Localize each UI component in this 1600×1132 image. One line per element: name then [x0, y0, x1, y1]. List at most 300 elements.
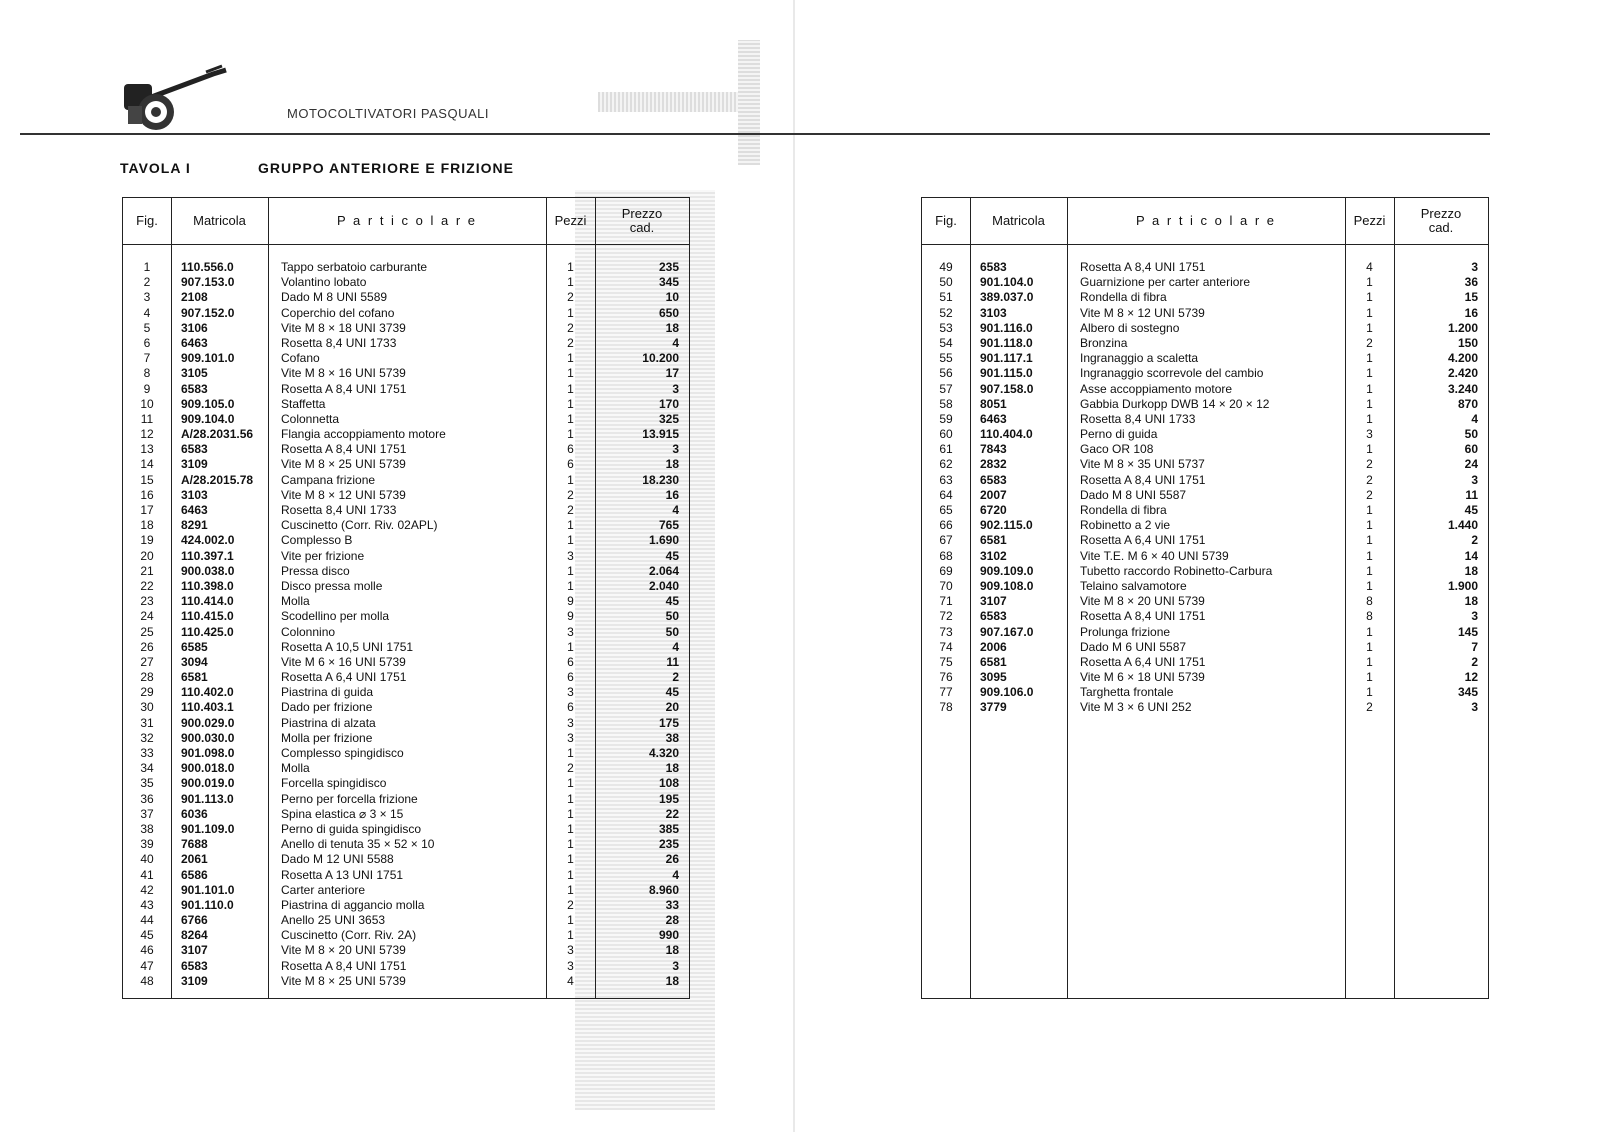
cell-pezzi: 1 — [567, 533, 574, 548]
cell-fig: 14 — [140, 457, 154, 472]
cell-pezzi: 1 — [1366, 305, 1373, 320]
watermark-stroke — [738, 40, 760, 165]
table-row — [123, 868, 689, 883]
cell-prezzo: 2 — [1471, 533, 1478, 548]
table-row — [123, 351, 689, 366]
cell-prezzo: 3 — [1471, 609, 1478, 624]
table-row — [123, 640, 689, 655]
cell-particolare: Rosetta A 8,4 UNI 1751 — [1080, 609, 1206, 624]
cell-prezzo: 2.064 — [648, 563, 679, 578]
table-row — [123, 290, 689, 305]
header-prezzo-line2: cad. — [1428, 220, 1454, 235]
cell-fig: 53 — [939, 320, 953, 335]
header-particolare: P a r t i c o l a r e — [336, 213, 478, 228]
cell-prezzo: 16 — [1464, 305, 1478, 320]
cell-prezzo: 18.230 — [642, 472, 679, 487]
cell-pezzi: 1 — [1366, 290, 1373, 305]
table-row — [123, 928, 689, 943]
cell-matricola: A/28.2031.56 — [181, 427, 254, 442]
cell-matricola: 2006 — [980, 639, 1007, 654]
cell-matricola: 900.019.0 — [181, 776, 235, 791]
table-row — [123, 366, 689, 381]
table-row — [922, 564, 1488, 579]
cell-particolare: Molla — [281, 594, 310, 609]
cell-particolare: Tubetto raccordo Robinetto-Carbura — [1080, 563, 1273, 578]
cell-particolare: Staffetta — [281, 396, 326, 411]
table-row — [123, 442, 689, 457]
cell-particolare: Spina elastica ⌀ 3 × 15 — [281, 806, 404, 821]
cell-pezzi: 9 — [567, 594, 574, 609]
cell-fig: 30 — [140, 700, 154, 715]
header-prezzo-line2: cad. — [629, 220, 655, 235]
table-row — [922, 609, 1488, 624]
cell-particolare: Perno per forcella frizione — [281, 791, 418, 806]
table-row — [922, 427, 1488, 442]
cell-fig: 60 — [939, 427, 953, 442]
cell-prezzo: 3 — [672, 381, 679, 396]
table-row — [123, 625, 689, 640]
cell-fig: 27 — [140, 654, 154, 669]
cell-pezzi: 2 — [1366, 457, 1373, 472]
header-pezzi: Pezzi — [554, 213, 587, 228]
cell-particolare: Dado M 8 UNI 5589 — [281, 290, 388, 305]
cell-pezzi: 1 — [567, 639, 574, 654]
cell-prezzo: 18 — [665, 320, 679, 335]
table-row — [123, 852, 689, 867]
cell-matricola: 2108 — [181, 290, 208, 305]
table-row — [922, 670, 1488, 685]
cell-pezzi: 1 — [1366, 670, 1373, 685]
cell-particolare: Vite M 8 × 18 UNI 3739 — [281, 320, 406, 335]
cell-particolare: Cuscinetto (Corr. Riv. 2A) — [281, 928, 417, 943]
cell-fig: 71 — [939, 594, 953, 609]
cell-matricola: 7843 — [980, 442, 1007, 457]
cell-pezzi: 3 — [567, 715, 574, 730]
table-body — [922, 260, 1488, 716]
cell-particolare: Albero di sostegno — [1080, 320, 1180, 335]
cell-pezzi: 1 — [1366, 442, 1373, 457]
table-row — [922, 290, 1488, 305]
cell-particolare: Prolunga frizione — [1080, 624, 1171, 639]
cell-pezzi: 3 — [567, 943, 574, 958]
cell-pezzi: 1 — [1366, 578, 1373, 593]
cell-pezzi: 2 — [1366, 487, 1373, 502]
cell-matricola: 3103 — [181, 487, 208, 502]
cell-matricola: 6583 — [980, 260, 1007, 274]
table-row — [922, 442, 1488, 457]
cell-particolare: Scodellino per molla — [281, 609, 390, 624]
cell-prezzo: 4 — [672, 335, 679, 350]
table-row — [922, 260, 1488, 275]
cell-matricola: 6463 — [181, 503, 208, 517]
cell-matricola: 3095 — [980, 670, 1007, 685]
table-row — [123, 457, 689, 472]
cell-pezzi: 2 — [567, 897, 574, 912]
cell-particolare: Rosetta A 8,4 UNI 1751 — [1080, 260, 1206, 274]
cell-prezzo: 45 — [1464, 503, 1478, 517]
cell-particolare: Vite T.E. M 6 × 40 UNI 5739 — [1080, 548, 1229, 563]
cell-particolare: Telaino salvamotore — [1080, 578, 1187, 593]
cell-fig: 44 — [140, 913, 154, 928]
cell-fig: 49 — [939, 260, 953, 274]
cell-prezzo: 50 — [665, 609, 679, 624]
cell-particolare: Vite M 3 × 6 UNI 252 — [1080, 700, 1192, 715]
cell-matricola: 110.403.1 — [181, 700, 234, 715]
cell-pezzi: 3 — [567, 685, 574, 700]
cell-matricola: 2061 — [181, 852, 208, 867]
cell-prezzo: 1.440 — [1447, 518, 1478, 533]
cell-pezzi: 1 — [567, 913, 574, 928]
tavola-label: TAVOLA I — [120, 160, 191, 176]
cell-prezzo: 15 — [1464, 290, 1478, 305]
cell-prezzo: 60 — [1464, 442, 1478, 457]
cell-fig: 45 — [140, 928, 154, 943]
cell-matricola: 6581 — [980, 654, 1007, 669]
cell-prezzo: 18 — [665, 457, 679, 472]
cell-fig: 10 — [140, 396, 154, 411]
table-row — [123, 321, 689, 336]
cell-pezzi: 1 — [567, 351, 574, 366]
cell-prezzo: 145 — [1457, 624, 1478, 639]
cell-particolare: Asse accoppiamento motore — [1080, 381, 1233, 396]
header-prezzo-line1: Prezzo — [621, 206, 663, 221]
cell-pezzi: 2 — [567, 290, 574, 305]
cell-particolare: Vite M 6 × 18 UNI 5739 — [1080, 670, 1205, 685]
cell-matricola: 6583 — [181, 381, 208, 396]
table-row — [123, 685, 689, 700]
cell-prezzo: 4 — [672, 867, 679, 882]
cell-matricola: 900.030.0 — [181, 730, 235, 745]
table-row — [922, 533, 1488, 548]
cell-pezzi: 1 — [567, 852, 574, 867]
cell-prezzo: 170 — [658, 396, 679, 411]
cell-fig: 32 — [140, 730, 154, 745]
cell-pezzi: 2 — [567, 761, 574, 776]
cell-particolare: Rosetta A 6,4 UNI 1751 — [1080, 654, 1206, 669]
cell-fig: 4 — [143, 305, 151, 320]
cell-pezzi: 6 — [567, 442, 574, 457]
cell-prezzo: 45 — [665, 685, 679, 700]
parts-table-right — [921, 197, 1489, 999]
cell-prezzo: 13.915 — [642, 427, 679, 442]
cell-fig: 74 — [939, 639, 953, 654]
cell-matricola: 3105 — [181, 366, 208, 381]
cell-pezzi: 1 — [1366, 275, 1373, 290]
cell-fig: 20 — [140, 548, 154, 563]
cell-matricola: 6036 — [181, 806, 208, 821]
header-pezzi: Pezzi — [1353, 213, 1386, 228]
table-row — [922, 306, 1488, 321]
table-row — [123, 518, 689, 533]
cell-particolare: Rosetta A 13 UNI 1751 — [281, 867, 404, 882]
cell-matricola: 6585 — [181, 639, 208, 654]
cell-fig: 12 — [140, 427, 154, 442]
table-row — [123, 776, 689, 791]
cell-particolare: Piastrina di aggancio molla — [281, 897, 425, 912]
table-row — [922, 625, 1488, 640]
cell-prezzo: 26 — [665, 852, 679, 867]
cell-fig: 42 — [140, 882, 154, 897]
cell-matricola: 900.029.0 — [181, 715, 235, 730]
cell-pezzi: 1 — [1366, 366, 1373, 381]
cell-particolare: Forcella spingidisco — [281, 776, 387, 791]
cell-prezzo: 10.200 — [642, 351, 679, 366]
table-row — [123, 503, 689, 518]
tiller-logo-icon — [118, 62, 228, 134]
cell-matricola: 3102 — [980, 548, 1007, 563]
cell-pezzi: 6 — [567, 700, 574, 715]
cell-fig: 22 — [140, 578, 154, 593]
table-row — [922, 503, 1488, 518]
cell-fig: 16 — [140, 487, 154, 502]
table-row — [123, 397, 689, 412]
cell-fig: 18 — [140, 518, 154, 533]
cell-particolare: Complesso B — [281, 533, 353, 548]
cell-fig: 3 — [143, 290, 151, 305]
cell-pezzi: 1 — [1366, 685, 1373, 700]
cell-particolare: Carter anteriore — [281, 882, 366, 897]
cell-fig: 26 — [140, 639, 154, 654]
cell-prezzo: 235 — [658, 837, 679, 852]
cell-pezzi: 3 — [567, 730, 574, 745]
table-row — [123, 746, 689, 761]
cell-prezzo: 195 — [658, 791, 679, 806]
cell-matricola: 901.115.0 — [980, 366, 1033, 381]
cell-particolare: Tappo serbatoio carburante — [281, 260, 428, 274]
cell-pezzi: 1 — [567, 411, 574, 426]
cell-matricola: 900.018.0 — [181, 761, 235, 776]
table-row — [922, 488, 1488, 503]
header-rule — [20, 133, 1490, 135]
cell-prezzo: 12 — [1464, 670, 1478, 685]
cell-prezzo: 3 — [672, 958, 679, 973]
table-row — [123, 260, 689, 275]
cell-pezzi: 3 — [1366, 427, 1373, 442]
cell-matricola: 3107 — [181, 943, 208, 958]
table-row — [123, 731, 689, 746]
cell-matricola: 907.153.0 — [181, 275, 235, 290]
cell-particolare: Rosetta A 10,5 UNI 1751 — [281, 639, 414, 654]
table-row — [123, 427, 689, 442]
table-row — [922, 549, 1488, 564]
table-row — [922, 397, 1488, 412]
cell-prezzo: 175 — [658, 715, 679, 730]
cell-matricola: 8264 — [181, 928, 208, 943]
table-row — [123, 564, 689, 579]
cell-particolare: Rosetta 8,4 UNI 1733 — [281, 503, 397, 517]
cell-fig: 69 — [939, 563, 953, 578]
cell-fig: 77 — [939, 685, 953, 700]
table-row — [922, 685, 1488, 700]
table-row — [123, 761, 689, 776]
cell-prezzo: 33 — [665, 897, 679, 912]
cell-fig: 73 — [939, 624, 953, 639]
cell-prezzo: 4 — [1471, 411, 1478, 426]
cell-matricola: 6583 — [181, 442, 208, 457]
cell-pezzi: 1 — [1366, 548, 1373, 563]
cell-particolare: Vite M 8 × 25 UNI 5739 — [281, 457, 406, 472]
cell-particolare: Rosetta A 8,4 UNI 1751 — [1080, 472, 1206, 487]
cell-particolare: Bronzina — [1080, 335, 1128, 350]
cell-fig: 55 — [939, 351, 953, 366]
cell-fig: 15 — [140, 472, 154, 487]
cell-pezzi: 1 — [567, 746, 574, 760]
cell-particolare: Rosetta 8,4 UNI 1733 — [1080, 411, 1196, 426]
cell-pezzi: 2 — [567, 487, 574, 502]
cell-fig: 25 — [140, 624, 154, 639]
cell-matricola: 3109 — [181, 973, 208, 988]
cell-prezzo: 650 — [658, 305, 679, 320]
cell-prezzo: 108 — [658, 776, 679, 791]
cell-prezzo: 20 — [665, 700, 679, 715]
cell-particolare: Colonnino — [281, 624, 336, 639]
cell-particolare: Vite M 8 × 12 UNI 5739 — [281, 487, 406, 502]
cell-pezzi: 1 — [567, 305, 574, 320]
cell-prezzo: 24 — [1464, 457, 1478, 472]
table-row — [123, 913, 689, 928]
cell-matricola: 909.101.0 — [181, 351, 235, 366]
cell-prezzo: 4.320 — [648, 746, 679, 760]
header-prezzo — [595, 198, 689, 244]
cell-prezzo: 36 — [1464, 275, 1478, 290]
cell-prezzo: 990 — [658, 928, 679, 943]
cell-pezzi: 1 — [567, 578, 574, 593]
cell-prezzo: 765 — [658, 518, 679, 533]
cell-particolare: Dado M 6 UNI 5587 — [1080, 639, 1187, 654]
cell-pezzi: 6 — [567, 457, 574, 472]
cell-prezzo: 11 — [666, 654, 679, 669]
table-row — [922, 640, 1488, 655]
table-body — [123, 260, 689, 989]
cell-particolare: Flangia accoppiamento motore — [281, 427, 446, 442]
cell-matricola: A/28.2015.78 — [181, 472, 254, 487]
cell-matricola: 3103 — [980, 305, 1007, 320]
cell-fig: 51 — [939, 290, 953, 305]
cell-particolare: Campana frizione — [281, 472, 376, 487]
cell-matricola: 909.106.0 — [980, 685, 1034, 700]
cell-matricola: 6581 — [181, 670, 208, 685]
cell-particolare: Coperchio del cofano — [281, 305, 395, 320]
cell-matricola: 6586 — [181, 867, 208, 882]
cell-fig: 35 — [140, 776, 154, 791]
table-row — [123, 898, 689, 913]
cell-particolare: Guarnizione per carter anteriore — [1080, 275, 1251, 290]
cell-prezzo: 18 — [665, 973, 679, 988]
table-row — [123, 700, 689, 715]
table-row — [922, 412, 1488, 427]
cell-fig: 17 — [140, 503, 154, 517]
table-row — [123, 579, 689, 594]
cell-prezzo: 3 — [1471, 260, 1478, 274]
cell-matricola: 3779 — [980, 700, 1007, 715]
cell-pezzi: 1 — [1366, 563, 1373, 578]
cell-matricola: 3106 — [181, 320, 208, 335]
cell-prezzo: 14 — [1464, 548, 1478, 563]
cell-prezzo: 235 — [658, 260, 679, 274]
cell-fig: 70 — [939, 578, 953, 593]
cell-pezzi: 1 — [567, 928, 574, 943]
cell-matricola: 8291 — [181, 518, 208, 533]
table-row — [922, 700, 1488, 715]
cell-particolare: Perno di guida — [1080, 427, 1158, 442]
header-prezzo-line1: Prezzo — [1420, 206, 1462, 221]
cell-particolare: Vite M 8 × 12 UNI 5739 — [1080, 305, 1205, 320]
table-row — [123, 716, 689, 731]
cell-pezzi: 8 — [1366, 609, 1373, 624]
cell-prezzo: 28 — [665, 913, 679, 928]
table-header — [922, 198, 1488, 245]
cell-pezzi: 1 — [567, 867, 574, 882]
cell-prezzo: 3 — [672, 442, 679, 457]
watermark-bar — [598, 92, 758, 112]
cell-matricola: 3109 — [181, 457, 208, 472]
cell-fig: 65 — [939, 503, 953, 517]
cell-fig: 21 — [140, 563, 154, 578]
cell-pezzi: 9 — [567, 609, 574, 624]
cell-pezzi: 1 — [1366, 381, 1373, 396]
cell-particolare: Dado M 12 UNI 5588 — [281, 852, 394, 867]
cell-particolare: Vite M 8 × 25 UNI 5739 — [281, 973, 406, 988]
cell-matricola: 909.104.0 — [181, 411, 235, 426]
cell-pezzi: 2 — [567, 503, 574, 517]
cell-fig: 37 — [140, 806, 154, 821]
cell-pezzi: 2 — [567, 320, 574, 335]
cell-prezzo: 2.420 — [1447, 366, 1478, 381]
cell-matricola: 110.415.0 — [181, 609, 234, 624]
cell-particolare: Cuscinetto (Corr. Riv. 02APL) — [281, 518, 438, 533]
cell-matricola: 901.118.0 — [980, 335, 1033, 350]
cell-prezzo: 3 — [1471, 472, 1478, 487]
cell-particolare: Gabbia Durkopp DWB 14 × 20 × 12 — [1080, 396, 1270, 411]
cell-matricola: 900.038.0 — [181, 563, 235, 578]
cell-prezzo: 18 — [1464, 594, 1478, 609]
cell-prezzo: 50 — [1464, 427, 1478, 442]
cell-particolare: Volantino lobato — [281, 275, 367, 290]
table-row — [123, 533, 689, 548]
cell-pezzi: 1 — [567, 396, 574, 411]
cell-fig: 78 — [939, 700, 953, 715]
cell-matricola: 3107 — [980, 594, 1007, 609]
cell-pezzi: 1 — [567, 776, 574, 791]
cell-particolare: Vite M 8 × 20 UNI 5739 — [1080, 594, 1205, 609]
cell-matricola: 909.105.0 — [181, 396, 235, 411]
cell-pezzi: 1 — [567, 275, 574, 290]
cell-fig: 19 — [140, 533, 154, 548]
cell-matricola: 901.116.0 — [980, 320, 1033, 335]
cell-fig: 13 — [140, 442, 154, 457]
table-row — [123, 609, 689, 624]
table-row — [123, 382, 689, 397]
cell-prezzo: 4 — [672, 503, 679, 517]
cell-fig: 52 — [939, 305, 953, 320]
table-row — [922, 579, 1488, 594]
cell-fig: 54 — [939, 335, 953, 350]
table-row — [922, 336, 1488, 351]
cell-particolare: Rosetta A 6,4 UNI 1751 — [281, 670, 407, 685]
cell-particolare: Rosetta A 8,4 UNI 1751 — [281, 442, 407, 457]
cell-prezzo: 17 — [665, 366, 679, 381]
cell-pezzi: 3 — [567, 548, 574, 563]
cell-matricola: 110.402.0 — [181, 685, 234, 700]
cell-prezzo: 38 — [665, 730, 679, 745]
cell-fig: 29 — [140, 685, 154, 700]
cell-fig: 57 — [939, 381, 953, 396]
cell-pezzi: 1 — [567, 366, 574, 381]
cell-pezzi: 1 — [1366, 396, 1373, 411]
cell-particolare: Vite M 8 × 16 UNI 5739 — [281, 366, 406, 381]
cell-fig: 31 — [140, 715, 154, 730]
cell-pezzi: 1 — [567, 260, 574, 274]
